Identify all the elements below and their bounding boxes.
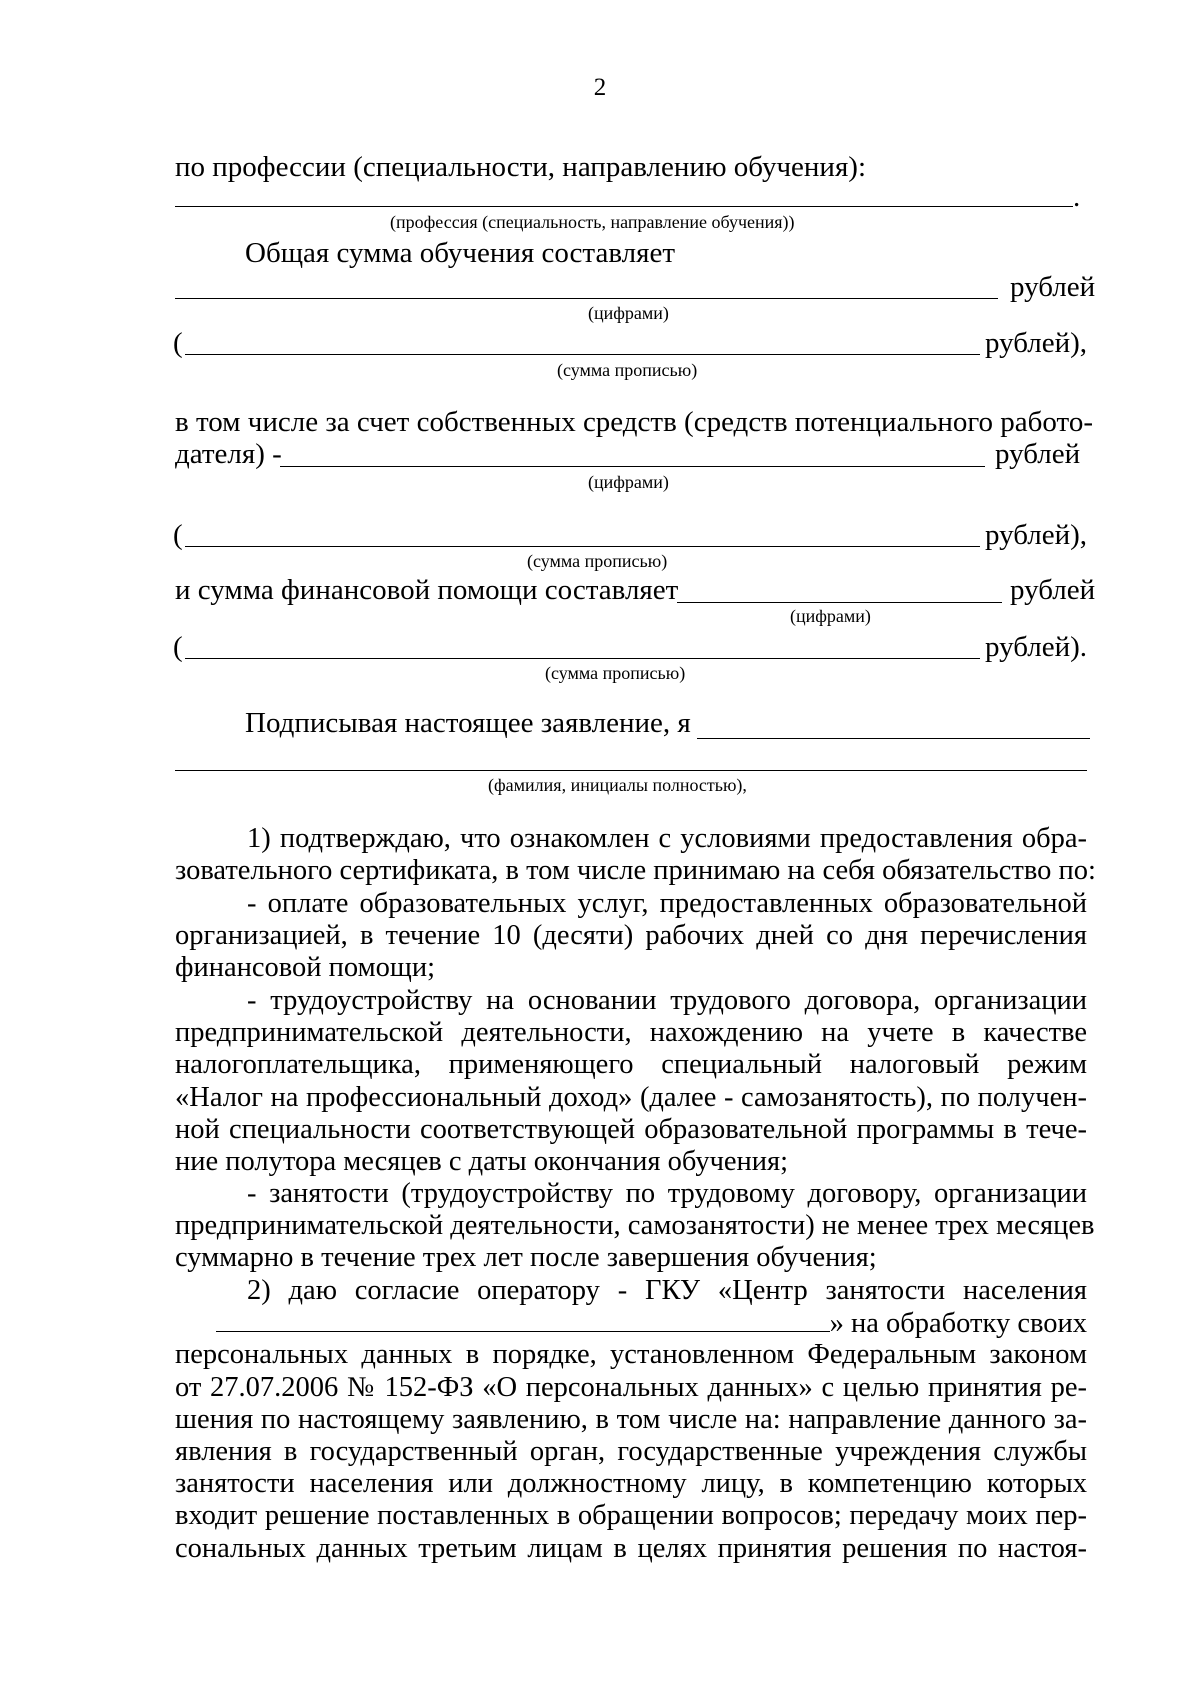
paragraph-5-line: » на обработку своих [175,1307,1087,1339]
own-funds-lead: дателя) - [175,438,282,470]
paragraph-2 [175,888,1087,985]
aid-words-open: ( [173,631,183,663]
aid-lead: и сумма финансовой помощи составляет [175,574,679,606]
total-sum-lead: Общая сумма обучения составляет [245,237,675,269]
total-digits-caption: (цифрами) [588,303,669,323]
aid-digits-caption: (цифрами) [790,606,871,626]
profession-field-line[interactable] [175,206,1073,207]
profession-end-mark: . [1073,181,1081,213]
total-digits-unit: рублей [1010,271,1096,303]
total-words-open: ( [173,327,183,359]
paragraph-2-line: - оплате образовательных услуг, предоставленных образовательной [247,888,1087,919]
paragraph-5-line: входит решение поставленных в обращении вопросов; передачу моих пер- [175,1500,1087,1532]
own-digits-unit: рублей [995,438,1081,470]
aid-words-unit: рублей). [985,631,1088,663]
paragraph-3-line: налогоплательщика, применяющего специальный налоговый режим [175,1049,1087,1081]
own-words-caption: (сумма прописью) [527,551,668,571]
own-funds-line1: в том числе за счет собственных средств (средств потенциального работо- [175,406,1094,438]
signing-name-line-1[interactable] [697,738,1090,739]
signing-caption: (фамилия, инициалы полностью), [488,775,747,795]
total-words-line[interactable] [185,354,980,355]
paragraph-4-line: - занятости (трудоустройству по трудовому договору, организации [247,1178,1087,1209]
paragraph-4 [175,1178,1095,1275]
paragraph-3-line: предпринимательской деятельности, нахождению на учете в качестве [175,1017,1087,1049]
paragraph-1-line: зовательного сертификата, в том числе принимаю на себя обязательство по: [175,855,1096,887]
profession-intro: по профессии (специальности, направлению обучения): [175,151,867,183]
paragraph-2-line: организацией, в течение 10 (десяти) рабочих дней со дня перечисления [175,920,1087,952]
paragraph-3-line: ние полутора месяцев с даты окончания обучения; [175,1145,789,1177]
paragraph-5-line: явления в государственный орган, государственные учреждения службы [175,1435,1087,1467]
paragraph-5-line: персональных данных в порядке, установленном Федеральным законом [175,1339,1087,1371]
paragraph-5-line: сональных данных третьим лицам в целях принятия решения по настоя- [175,1532,1087,1564]
own-words-line[interactable] [185,546,980,547]
aid-words-line[interactable] [185,658,980,659]
paragraph-3-line: «Налог на профессиональный доход» (далее - самозанятость), по получен- [175,1081,1087,1113]
aid-words-caption: (сумма прописью) [545,663,686,683]
paragraph-3-line: ной специальности соответствующей образовательной программы в тече- [175,1113,1087,1145]
paragraph-5-line: шения по настоящему заявлению, в том числе на: направление данного за- [175,1403,1087,1435]
employment-center-name-line[interactable] [216,1307,830,1332]
paragraph-2-line: финансовой помощи; [175,952,436,984]
signing-lead: Подписывая настоящее заявление, я [245,707,691,739]
paragraph-4-line: суммарно в течение трех лет после завершения обучения; [175,1242,877,1274]
paragraph-5-line: 2) даю согласие оператору - ГКУ «Центр занятости населения [247,1275,1087,1306]
own-digits-line[interactable] [280,466,985,467]
own-words-open: ( [173,519,183,551]
paragraph-3-line: - трудоустройству на основании трудового договора, организации [247,985,1087,1016]
paragraph-5-line: занятости населения или должностному лицу, в компетенцию которых [175,1468,1087,1500]
own-words-unit: рублей), [985,519,1088,551]
total-digits-line[interactable] [175,298,998,299]
paragraph-5-line: от 27.07.2006 № 152-ФЗ «О персональных данных» с целью принятия ре- [175,1371,1087,1403]
paragraph-5 [175,1275,1087,1565]
paragraph-1-line: 1) подтверждаю, что ознакомлен с условиями предоставления обра- [247,823,1087,854]
paragraph-4-line: предпринимательской деятельности, самозанятости) не менее трех месяцев [175,1210,1095,1242]
aid-digits-line[interactable] [677,602,1002,603]
profession-caption: (профессия (специальность, направление обучения)) [390,212,795,232]
aid-digits-unit: рублей [1010,574,1096,606]
own-digits-caption: (цифрами) [588,472,669,492]
page-number: 2 [593,74,607,101]
signing-name-line-2[interactable] [175,770,1087,771]
total-words-caption: (сумма прописью) [557,360,698,380]
paragraph-1 [175,823,1096,887]
total-words-unit: рублей), [985,327,1088,359]
paragraph-3 [175,985,1087,1178]
